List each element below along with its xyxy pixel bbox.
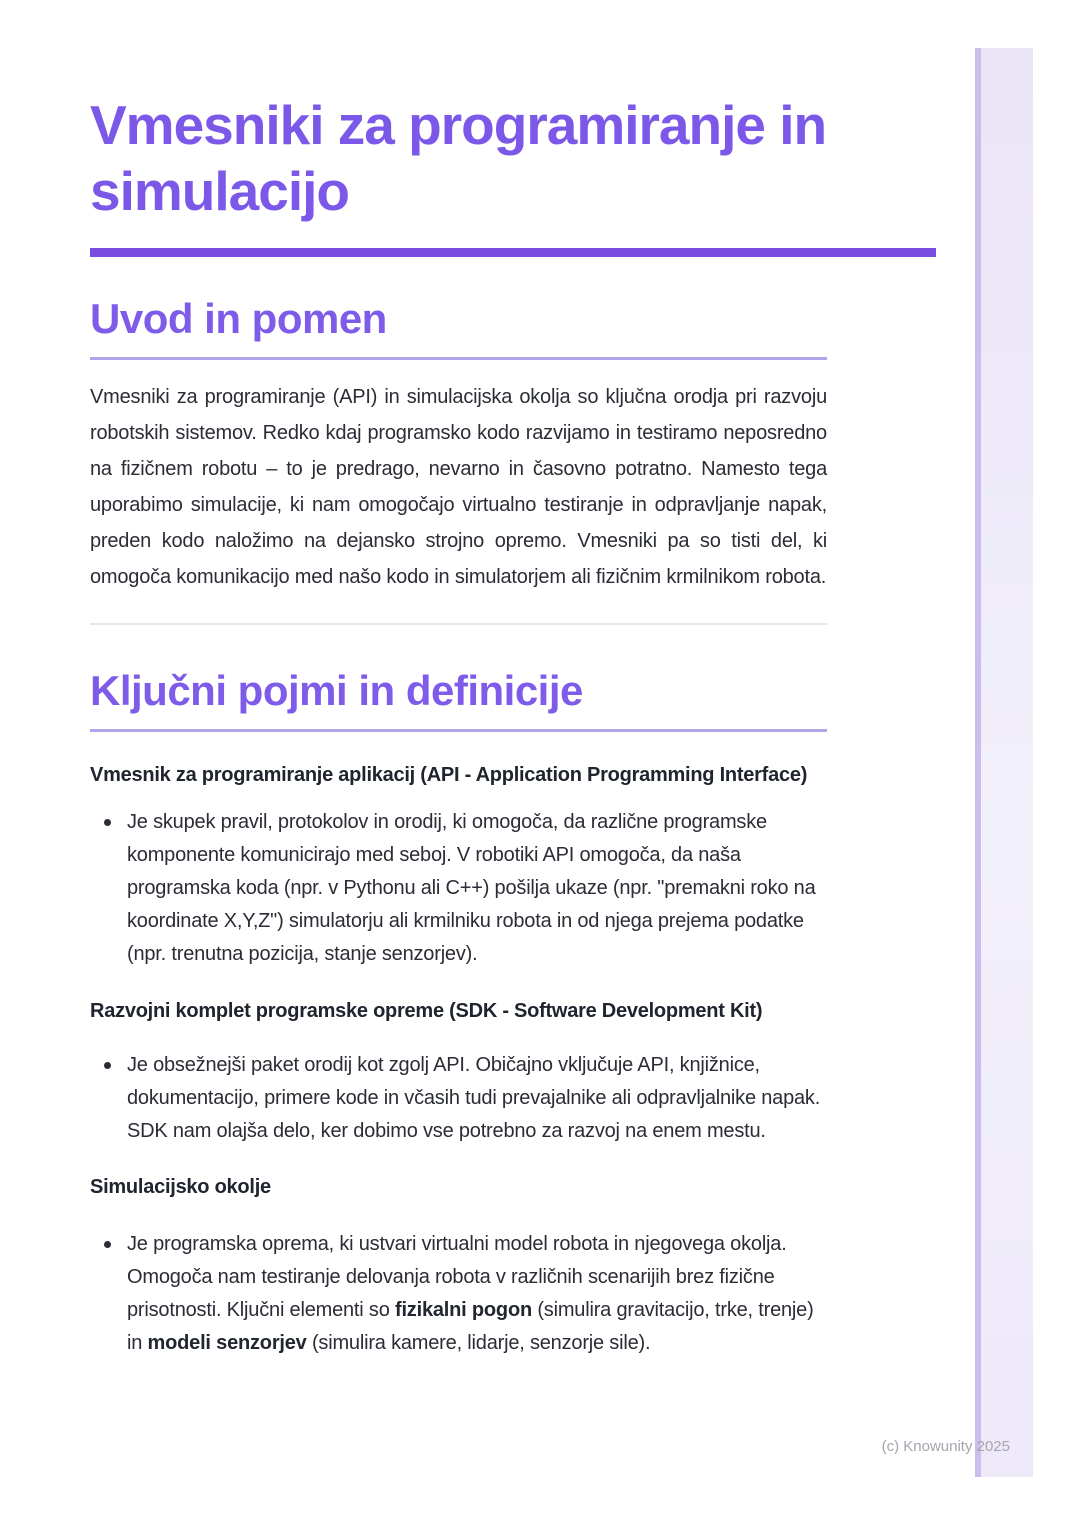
bullet-list-simulacija: [90, 1228, 827, 1360]
heading-rule: [90, 357, 827, 360]
page-title: Vmesniki za programiranje in simulacijo: [90, 94, 827, 222]
page-content: [90, 0, 827, 1360]
term-heading-simulacija: Simulacijsko okolje: [90, 1176, 271, 1198]
list-item: Je skupek pravil, protokolov in orodij, ki omogoča, da različne programske komponente komunicirajo med seboj. V robotiki API omogoča, da naša programska koda (npr. v Pythonu ali C++) pošilja ukaze (npr. "premakni roko na koordinate X,Y,Z") simulatorju ali krmilniku robota in od njega prejema podatke (npr. trenutna pozicija, stanje senzorjev).: [90, 806, 827, 971]
section-intro: [90, 294, 827, 595]
list-item: Je programska oprema, ki ustvari virtualni model robota in njegovega okolja. Omogoča nam testiranje delovanja robota v različnih scenarijih brez fizične prisotnosti. Ključni elementi so fizikalni pogon (simulira gravitacijo, trke, trenje) in modeli senzorjev (simulira kamere, lidarje, senzorje sile).: [90, 1228, 827, 1360]
bullet-list-sdk: [90, 1049, 827, 1148]
section-heading-uvod: Uvod in pomen: [90, 295, 387, 342]
title-rule: [90, 248, 936, 257]
footer-credit: (c) Knowunity 2025: [881, 1438, 1010, 1455]
term-heading-sdk: Razvojni komplet programske opreme (SDK - Software Development Kit): [90, 1000, 763, 1022]
bullet-list-api: [90, 806, 827, 971]
section-heading-pojmi: Ključni pojmi in definicije: [90, 667, 583, 714]
heading-rule: [90, 729, 827, 732]
term-heading-api: Vmesnik za programiranje aplikacij (API - Application Programming Interface): [90, 764, 808, 786]
intro-paragraph: Vmesniki za programiranje (API) in simulacijska okolja so ključna orodja pri razvoju robotskih sistemov. Redko kdaj programsko kodo razvijamo in testiramo neposredno na fizičnem robotu – to je predrago, nevarno in časovno potratno. Namesto tega uporabimo simulacije, ki nam omogočajo virtualno testiranje in odpravljanje napak, preden kodo naložimo na dejansko strojno opremo. Vmesniki pa so tisti del, ki omogoča komunikacijo med našo kodo in simulatorjem ali fizičnim krmilnikom robota.: [90, 386, 827, 588]
section-divider: [90, 623, 827, 625]
side-accent-bar: [975, 48, 1033, 1477]
list-item: Je obsežnejši paket orodij kot zgolj API. Običajno vključuje API, knjižnice, dokumentacijo, primere kode in včasih tudi prevajalnike ali odpravljalnike napak. SDK nam olajša delo, ker dobimo vse potrebno za razvoj na enem mestu.: [90, 1049, 827, 1148]
section-definitions: [90, 666, 827, 1360]
